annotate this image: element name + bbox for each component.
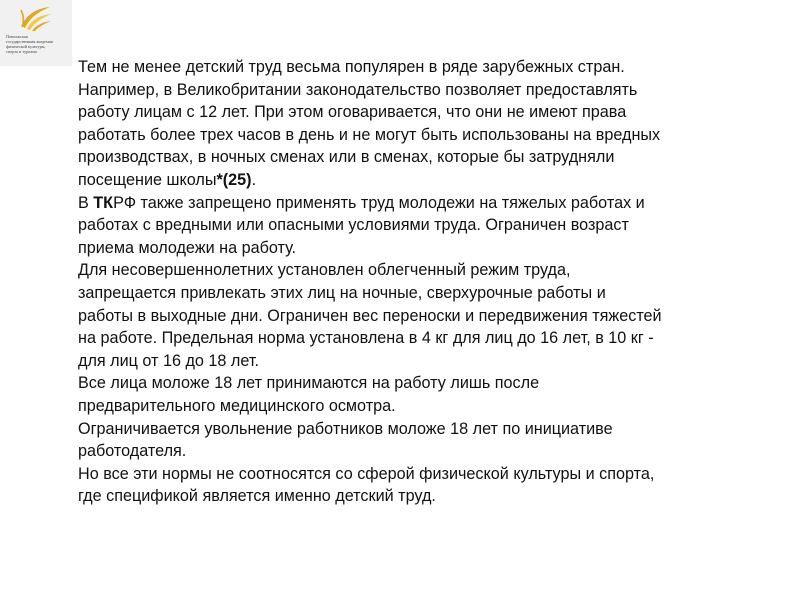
text-line bbox=[78, 192, 792, 215]
text-line bbox=[78, 169, 792, 192]
text-line: на работе. Предельная норма установлена в 4 кг для лиц до 16 лет, в 10 кг - bbox=[78, 329, 654, 348]
text-line: предварительного медицинского осмотра. bbox=[78, 396, 396, 415]
text-line: Но все эти нормы не соотносятся со сферой физической культуры и спорта, bbox=[78, 464, 655, 483]
text-line: Тем не менее детский труд весьма популярен в ряде зарубежных стран. bbox=[78, 58, 625, 76]
text-line: работу лицам с 12 лет. При этом оговаривается, что они не имеют права bbox=[78, 103, 627, 122]
academy-logo bbox=[0, 0, 72, 66]
logo-caption bbox=[6, 34, 68, 54]
text-fragment: посещение школы bbox=[78, 170, 217, 189]
text-line: Ограничивается увольнение работников моложе 18 лет по инициативе bbox=[78, 419, 613, 438]
text-line: Все лица моложе 18 лет принимаются на работу лишь после bbox=[78, 374, 540, 393]
text-line: работодателя. bbox=[78, 442, 187, 461]
text-fragment: . bbox=[251, 170, 257, 189]
text-line: приема молодежи на работу. bbox=[78, 238, 297, 257]
logo-caption-line: государственная академия bbox=[6, 39, 53, 44]
logo-caption-line: Поволжская bbox=[6, 34, 28, 39]
text-line: работах с вредными или опасными условиями труда. Ограничен возраст bbox=[78, 216, 629, 235]
logo-caption-line: физической культуры, bbox=[6, 44, 46, 49]
text-line: Например, в Великобритании законодательство позволяет предоставлять bbox=[78, 80, 638, 99]
code-abbreviation: ТК bbox=[93, 193, 114, 212]
text-line: для лиц от 16 до 18 лет. bbox=[78, 351, 259, 370]
laurel-logo-icon bbox=[18, 4, 54, 32]
text-line: Для несовершеннолетних установлен облегченный режим труда, bbox=[78, 261, 571, 280]
text-line: запрещается привлекать этих лиц на ночные, сверхурочные работы и bbox=[78, 283, 606, 302]
text-line: работы в выходные дни. Ограничен вес переноски и передвижения тяжестей bbox=[78, 306, 662, 325]
text-fragment: РФ также запрещено применять труд молодежи на тяжелых работах и bbox=[113, 193, 645, 212]
text-line: работать более трех часов в день и не могут быть использованы на вредных bbox=[78, 125, 661, 144]
footnote-reference: *(25) bbox=[216, 170, 252, 189]
main-text bbox=[78, 56, 792, 508]
text-line: производствах, в ночных сменах или в сменах, которые бы затрудняли bbox=[78, 148, 615, 167]
logo-caption-line: спорта и туризма bbox=[6, 49, 37, 54]
text-line: где спецификой является именно детский труд. bbox=[78, 487, 436, 506]
text-fragment: В bbox=[78, 193, 94, 212]
